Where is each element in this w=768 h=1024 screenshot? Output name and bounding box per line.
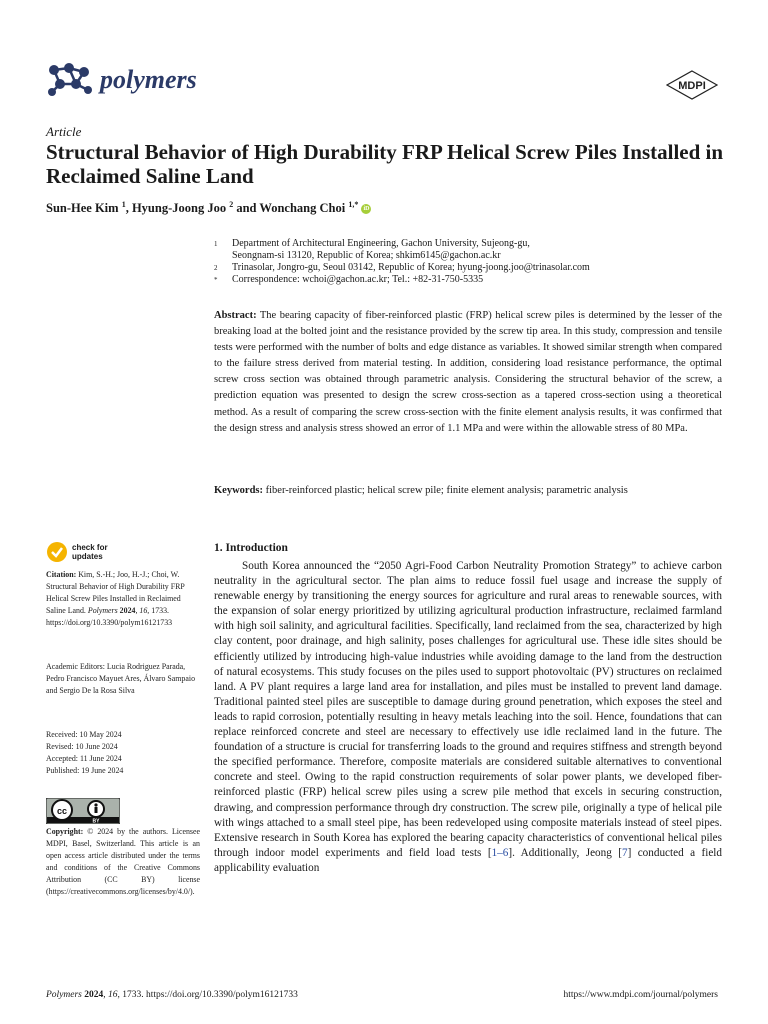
footer-volume: 16: [108, 990, 118, 1000]
footer-journal-url[interactable]: https://www.mdpi.com/journal/polymers: [563, 990, 718, 1000]
affiliation-sup: 1: [214, 240, 218, 248]
mdpi-logo: [666, 70, 718, 100]
affiliation-sup: *: [214, 276, 218, 284]
polymers-logo-icon: [46, 62, 92, 98]
intro-text: South Korea announced the “2050 Agri-Food Carbon Neutrality Promotion Strategy” to achieve carbon neutrality in the agricultural sector. The plan aims to reduce fossil fuel usage and increase the supply of renewable energy by transitioning the energy sources for agriculture and rural areas to renewable sources, with the expansion of solar energy prioritized by utilizing agricultural production infrastructure, reclaimed farmland with high soil salinity, and agricultural facilities. Specifically, land reclaimed from the sea, characterized by high clay content, poor drainage, and high salinity, poses challenges for agricultural use. These idle sites should be efficiently utilized by introducing high-value industries while avoiding damage to the land from the destruction of natural ecosystems. This study focuses on the piles used to support photovoltaic (PV) structures on reclaimed land. A PV plant requires a large land area for installation, and piles must be installed to prevent land damage. Traditional painted steel piles are susceptible to damage during ground penetration, which exposes the steel and leads to rapid corrosion, potentially resulting in heavy metals leaching into the soil. Hence, foundations that can replace reinforced concrete and steel are necessary to effectively use idle reclaimed land in the future. The foundation of a structure is crucial for transferring loads to the ground and requires stiffness and strength beyond the specified performance. Therefore, composite materials are considered suitable alternatives to conventional concrete and steel. Owing to the rapid construction requirements of solar power plants, we developed fiber-reinforced plastic (FRP) helical screw piles using a screw pile method that excels in securing construction, drawing, and compression performance through dry construction. The screw pile, originally a type of helical pile with wings attached to a small steel pipe, has been redeveloped using composite materials instead of steel pipes. Extensive research in South Korea has explored the bearing capacity characteristics of conventional helical piles through indoor model experiments and field load tests [: [214, 560, 722, 859]
author-affil-sup: 1,*: [348, 200, 359, 209]
keywords: [214, 483, 722, 499]
citation-doi[interactable]: , 1733. https://doi.org/10.3390/polym16121733: [46, 606, 173, 627]
article-type: Article: [46, 124, 82, 139]
svg-text:cc: cc: [56, 806, 68, 816]
author-list: [46, 200, 371, 216]
copyright-block: [46, 826, 200, 898]
citation-volume: 16: [139, 606, 148, 615]
academic-editors: Academic Editors: Lucia Rodriguez Parada, Pedro Francisco Mayuet Ares, Álvaro Sampaio and Sergio De la Rosa Silva: [46, 662, 196, 695]
date-accepted: Accepted: 11 June 2024: [46, 754, 122, 763]
affiliation-text: Trinasolar, Jongro-gu, Seoul 03142, Republic of Korea; hyung-joong.joo@trinasolar.com: [232, 262, 590, 273]
intro-text: ] conducted a field applicability evaluation: [214, 846, 722, 874]
author-name: Wonchang Choi: [259, 201, 346, 216]
cc-by-license-icon[interactable]: [46, 798, 120, 824]
footer-citation: Polymers 2024, 16, 1733. https://doi.org/10.3390/polym16121733: [46, 990, 298, 1000]
date-revised: Revised: 10 June 2024: [46, 742, 118, 751]
citation-link[interactable]: 7: [621, 846, 628, 859]
journal-name: polymers: [100, 65, 197, 94]
author-separator: and: [233, 201, 260, 216]
paper-title: Structural Behavior of High Durability FRP Helical Screw Piles Installed in Reclaimed Saline Land: [46, 140, 724, 188]
intro-text: ]. Additionally, Jeong [: [508, 846, 622, 859]
date-received: Received: 10 May 2024: [46, 730, 122, 739]
affiliation-item: [214, 238, 734, 262]
abstract: [214, 308, 722, 437]
abstract-label: Abstract:: [214, 310, 257, 321]
copyright-text: © 2024 by the authors. Licensee MDPI, Basel, Switzerland. This article is an open access article distributed under the terms and conditions of the Creative Commons Attribution (CC BY) license (https://creativecommons.org/licenses/by/4.0/).: [46, 827, 200, 896]
orcid-icon[interactable]: iD: [363, 206, 370, 213]
keywords-text: fiber-reinforced plastic; helical screw pile; finite element analysis; parametric analysis: [265, 485, 628, 496]
affiliation-text: Correspondence: wchoi@gachon.ac.kr; Tel.: +82-31-750-5335: [232, 274, 484, 285]
keywords-label: Keywords:: [214, 485, 263, 496]
affiliations: [214, 238, 734, 286]
check-updates-icon: [46, 541, 68, 563]
affiliation-text: Department of Architectural Engineering, Gachon University, Sujeong-gu, Seongnam-si 13120, Republic of Korea; shkim6145@gachon.ac.kr: [232, 238, 530, 261]
check-updates-line2: updates: [72, 552, 103, 561]
citation-label: Citation:: [46, 570, 77, 579]
intro-paragraph: [214, 559, 722, 876]
affiliation-sup: 2: [214, 264, 218, 272]
footer-journal: Polymers: [46, 990, 82, 1000]
section-heading: 1. Introduction: [214, 542, 288, 554]
check-updates-label: [72, 543, 108, 561]
affiliation-item: [214, 274, 734, 286]
footer-year: 2024: [84, 990, 104, 1000]
citation-journal: Polymers: [87, 606, 118, 615]
footer-doi[interactable]: , 1733. https://doi.org/10.3390/polym16121733: [117, 990, 298, 1000]
publication-dates: [46, 729, 200, 777]
author-affil-sup: 1: [121, 200, 126, 209]
mdpi-logo-text: MDPI: [678, 80, 706, 92]
affiliation-item: [214, 262, 734, 274]
citation-text: Kim, S.-H.; Joo, H.-J.; Choi, W. Structural Behavior of High Durability FRP Helical Screw Piles Installed in Reclaimed Saline Land.: [46, 570, 185, 615]
author-separator: ,: [125, 201, 132, 216]
author-name: Sun-Hee Kim: [46, 201, 119, 216]
abstract-text: The bearing capacity of fiber-reinforced plastic (FRP) helical screw piles is determined by the lesser of the breaking load at the bolted joint and the resistance provided by the screw tip area. In this study, compression and tensile tests were performed with the number of bolts and edge distance as variables. It showed similar strength when compared to the failure stress derived from material testing. In addition, considering load resistance performance, the optimal screw cross section was obtained through parametric analysis. Considering the structural behavior of the screw, a prediction equation was presented to design the screw cross-section as a tapered cross-section using a theoretical method. As a result of comparing the screw cross-section with the finite element analysis results, it was confirmed that the design stress and analysis stress showed an error of 1.1 MPa and were within the allowable stress of 80 MPa.: [214, 310, 722, 434]
author-affil-sup: 2: [229, 200, 234, 209]
copyright-label: Copyright:: [46, 827, 84, 836]
citation-block: Citation: Kim, S.-H.; Joo, H.-J.; Choi, W. Structural Behavior of High Durability FRP Helical Screw Piles Installed in Reclaimed Saline Land. Polymers 2024, 16, 1733. https://doi.org/10.3390/polym16121733: [46, 570, 185, 627]
cc-badge-text: BY: [92, 818, 100, 824]
citation-year: 2024: [119, 606, 136, 615]
author-name: Hyung-Joong Joo: [131, 201, 227, 216]
citation-link[interactable]: 1–6: [491, 846, 509, 859]
check-updates-line1: check for: [72, 543, 108, 552]
journal-header: [46, 60, 197, 100]
date-published: Published: 19 June 2024: [46, 766, 124, 775]
check-for-updates-button[interactable]: [46, 541, 108, 563]
